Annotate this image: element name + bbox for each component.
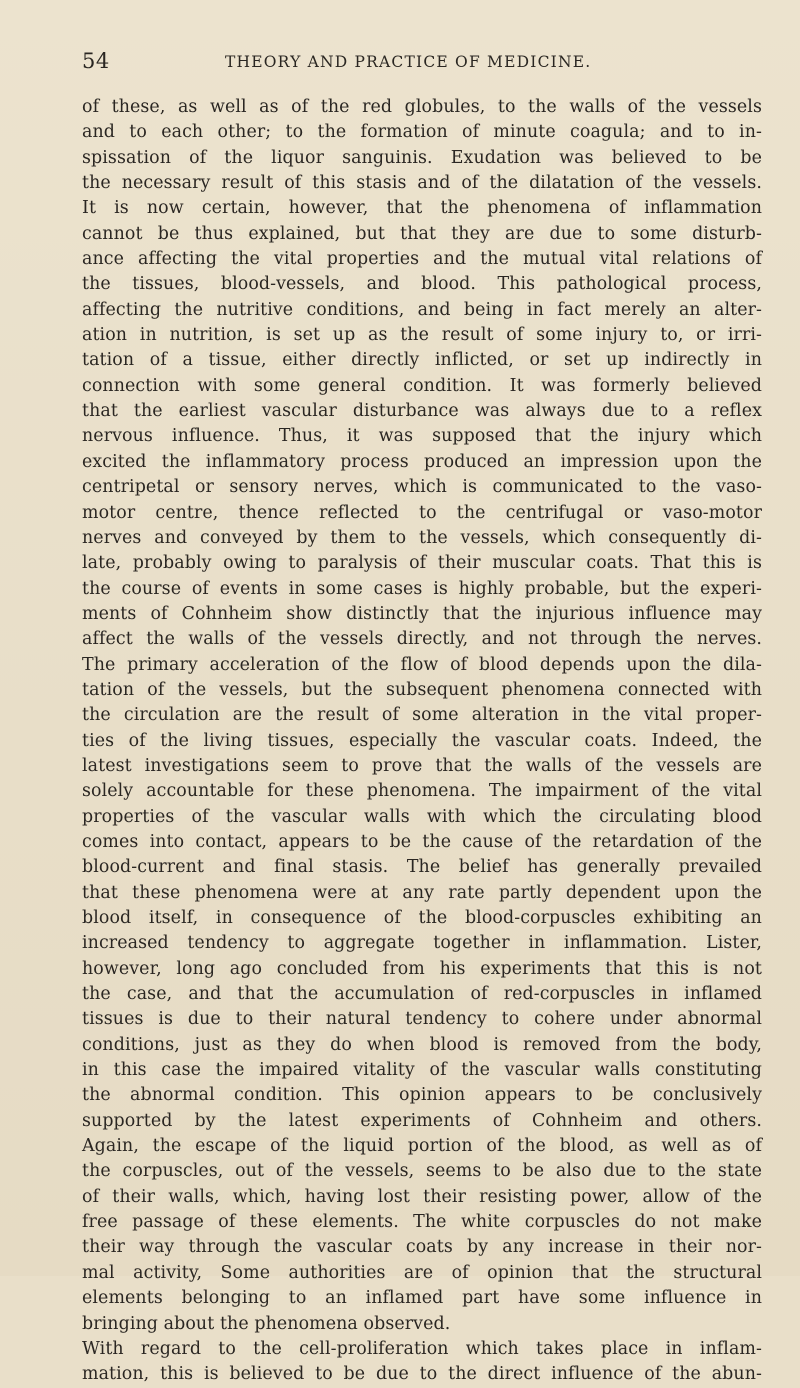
text-line: the course of events in some cases is highly probable, but the experi-	[82, 578, 762, 599]
running-title: THEORY AND PRACTICE OF MEDICINE.	[225, 53, 592, 71]
text-line: connection with some general condition. It was formerly believed	[82, 375, 762, 396]
text-line: of these, as well as of the red globules, to the walls of the vessels	[82, 97, 762, 117]
text-line: blood-current and final stasis. The belief has generally prevailed	[82, 857, 762, 878]
text-line: of their walls, which, having lost their resisting power, allow of the	[82, 1186, 762, 1207]
text-line: the case, and that the accumulation of red-corpuscles in inflamed	[82, 984, 762, 1005]
text-line: the corpuscles, out of the vessels, seems to be also due to the state	[82, 1161, 762, 1182]
text-line: ation in nutrition, is set up as the result of some injury to, or irri-	[82, 325, 762, 346]
text-line: solely accountable for these phenomena. The impairment of the vital	[82, 781, 762, 802]
text-line: their way through the vascular coats by any increase in their nor-	[82, 1237, 762, 1258]
text-line: conditions, just as they do when blood is removed from the body,	[82, 1034, 762, 1055]
text-line: It is now certain, however, that the phenomena of inflammation	[82, 198, 762, 219]
text-line: late, probably owing to paralysis of their muscular coats. That this is	[82, 553, 762, 574]
text-line: nerves and conveyed by them to the vessels, which consequently di-	[82, 527, 762, 548]
text-line: centripetal or sensory nerves, which is communicated to the vaso-	[82, 477, 762, 498]
text-line: tissues is due to their natural tendency to cohere under abnormal	[82, 1009, 762, 1030]
text-line: tation of a tissue, either directly inflicted, or set up indirectly in	[82, 350, 762, 371]
text-line: properties of the vascular walls with which the circulating blood	[82, 806, 762, 827]
body-text	[82, 95, 762, 1388]
running-head	[82, 50, 762, 72]
text-line: cannot be thus explained, but that they are due to some disturb-	[82, 223, 762, 244]
text-line: spissation of the liquor sanguinis. Exudation was believed to be	[82, 147, 762, 168]
text-line: bringing about the phenomena observed.	[82, 1313, 451, 1334]
text-line: increased tendency to aggregate together in inflammation. Lister,	[82, 933, 762, 954]
text-line: comes into contact, appears to be the cause of the retardation of the	[82, 831, 762, 852]
text-line: however, long ago concluded from his experiments that this is not	[82, 958, 762, 979]
text-line: the circulation are the result of some alteration in the vital proper-	[82, 705, 762, 726]
text-line: tation of the vessels, but the subsequent phenomena connected with	[82, 679, 762, 700]
text-line: blood itself, in consequence of the blood-corpuscles exhibiting an	[82, 908, 762, 928]
text-line: ance affecting the vital properties and the mutual vital relations of	[82, 249, 762, 270]
text-line: free passage of these elements. The white corpuscles do not make	[82, 1212, 762, 1233]
text-line: the tissues, blood-vessels, and blood. This pathological process,	[82, 274, 762, 295]
text-line: mation, this is believed to be due to the direct influence of the abun-	[82, 1364, 762, 1385]
text-line: latest investigations seem to prove that the walls of the vessels are	[82, 755, 762, 776]
text-line: With regard to the cell-proliferation which takes place in inflam-	[82, 1338, 762, 1359]
text-line: in this case the impaired vitality of the vascular walls constituting	[82, 1060, 762, 1081]
text-line: excited the inflammatory process produced an impression upon the	[82, 451, 762, 472]
page-number: 54	[82, 49, 110, 73]
text-line: ments of Cohnheim show distinctly that the injurious influence may	[82, 603, 762, 624]
text-line: Again, the escape of the liquid portion of the blood, as well as of	[82, 1136, 762, 1157]
text-line: affecting the nutritive conditions, and being in fact merely an alter-	[82, 299, 762, 320]
text-line: the abnormal condition. This opinion appears to be conclusively	[82, 1085, 762, 1106]
text-line: affect the walls of the vessels directly, and not through the nerves.	[82, 629, 762, 650]
text-line: nervous influence. Thus, it was supposed that the injury which	[82, 426, 762, 447]
text-line: ties of the living tissues, especially the vascular coats. Indeed, the	[82, 730, 762, 751]
text-line: motor centre, thence reflected to the centrifugal or vaso-motor	[82, 502, 762, 523]
text-line: mal activity, Some authorities are of opinion that the structural	[82, 1262, 762, 1283]
text-line: that the earliest vascular disturbance was always due to a reflex	[82, 401, 762, 422]
text-line: that these phenomena were at any rate partly dependent upon the	[82, 882, 762, 903]
text-line: the necessary result of this stasis and of the dilatation of the vessels.	[82, 173, 762, 194]
text-line: and to each other; to the formation of minute coagula; and to in-	[82, 122, 762, 143]
text-line: elements belonging to an inflamed part have some influence in	[82, 1288, 762, 1309]
text-line: supported by the latest experiments of Cohnheim and others.	[82, 1110, 762, 1131]
text-line: The primary acceleration of the flow of blood depends upon the dila-	[82, 654, 762, 675]
